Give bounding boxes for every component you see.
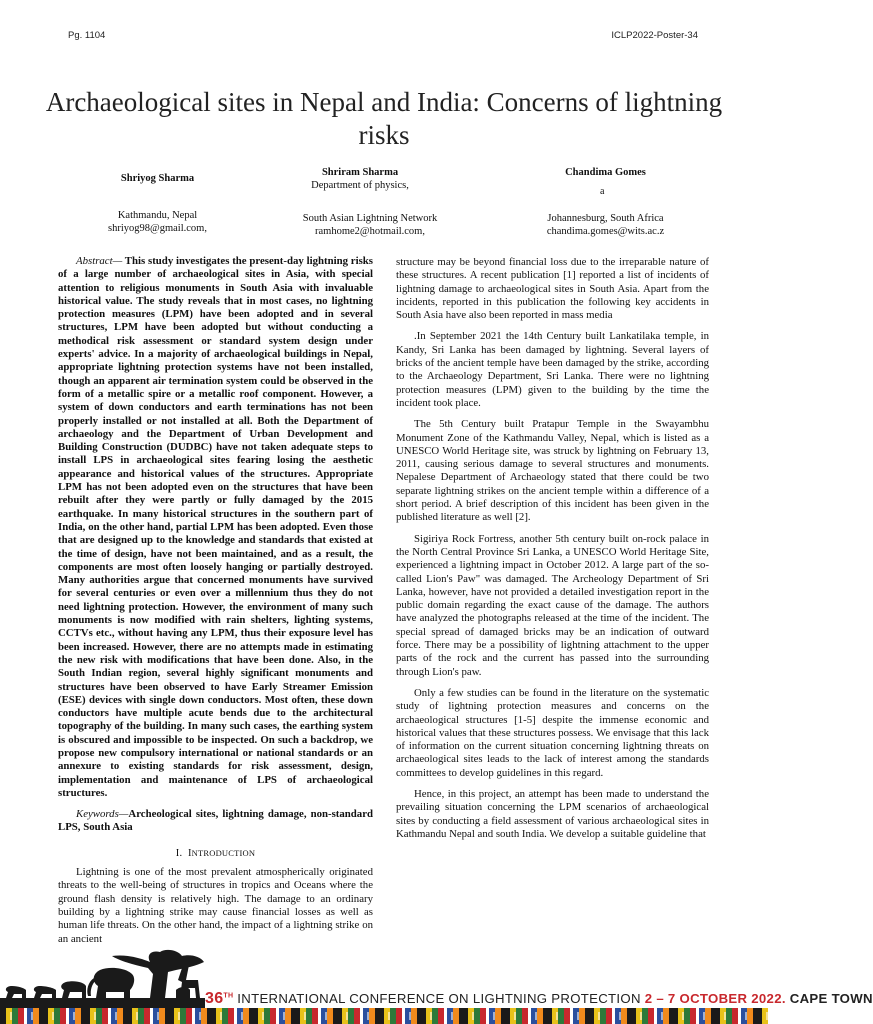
body-paragraph: Only a few studies can be found in the literature on the systematic study of lightning protection measures and concerns on the archaeological structures [1-5] despite the immense economic and historical values that these structures possess. We envisage that this lack of information on the current situation concerning lightning threats on archaeological sites leads to the lack of interest among the standards committees to develop guidelines in this regard.: [396, 686, 709, 779]
author-3-location: Johannesburg, South Africa: [547, 213, 664, 224]
poster-id: ICLP2022-Poster-34: [611, 30, 698, 41]
abstract: [58, 255, 373, 800]
author-3-affiliation: [508, 212, 703, 238]
author-3: [508, 166, 703, 179]
body-paragraph: The 5th Century built Pratapur Temple in the Swayambhu Monument Zone of the Kathmandu Valley, Nepal, which is listed as a UNESCO World Heritage site, was struck by lightning on February 13, 2011, causing serious damage to several structures and monuments. Nepalese Department of Archaeology stated that there could be two separate lightning strikes on the ancient temple within a difference of a short period. A brief description of this incident has been given in the published literature as well [2].: [396, 418, 709, 524]
keywords: [58, 808, 373, 835]
abstract-label: Abstract—: [76, 255, 123, 267]
abstract-text: This study investigates the present-day lightning risks of a large number of archaeological sites in Asia, with special attention to religious monuments in South Asia with invaluable historical value. The study reveals that in most cases, no lightning protection measures (LPM) have been adopted and in several structures, LPM have been adopted but without conducting a methodical risk assessment or standard system design under experts' advice. In a majority of archaeological buildings in Nepal, appropriate lightning protection systems have not been installed, though an apparent air termination system could be observed in the form of a metallic spire or a metallic roof component. However, a system of down conductors and earth terminations has not been properly installed or not installed at all. Both the Department of archaeology and the Department of Urban Development and Building Construction (DUDBC) have not taken adequate steps to install LPS in archaeological sites fearing losing the aesthetic appearance and historical values of the structures. Appropriate LPM has not been adopted even on the structures that have been rebuilt after they were partly or fully damaged by the 2015 earthquake. In many historical structures in the southern part of India, on the other hand, partial LPM has been adopted. Even those that are designed up to the knowledge and standards that existed at the time of design, have not been maintained, and as a result, the components are most often loosely hanging or partially destroyed. Many authorities argue that concerned monuments have survived for several centuries or even over a millennium thus they do not need lightning protection. However, the environment of many such monuments is now modified with rain shelters, lighting systems, CCTVs etc., without having any LPM, thus their exposure level has been increased. However, there are no attempts made in estimating the new risk with modifications that have been done. Also, in the South Indian region, several highly significant monuments and structures have been observed to have Early Streamer Emission (ESE) devices with single down conductors. Most often, these down conductors have multiple acute bends due to the architectural topography of the building. In many such cases, the earthing system is obscured and impossible to be inspected. On such a backdrop, we propose new compulsory international or national standards or an annexure to existing standards for risk assessment, design, implementation and maintenance of LPS of archaeological structures.: [58, 255, 373, 799]
right-column: [396, 256, 709, 849]
body-paragraph: .In September 2021 the 14th Century built Lankatilaka temple, in Kandy, Sri Lanka has been damaged by lightning. Several layers of bricks of the ancient temple have been damaged by the strike, according to the Archaeology Department, Sri Lanka. There were no lightning protection measures (LPM) given to the building by the time the incident took place.: [396, 330, 709, 409]
conference-dates: 2 – 7 OCTOBER 2022.: [644, 991, 786, 1006]
author-1-email: shriyog98@gmail.com,: [108, 223, 207, 234]
section-title-initial: I: [187, 847, 192, 859]
keywords-text: Archeological sites, lightning damage, non-standard LPS, South Asia: [58, 808, 373, 834]
author-3-email: chandima.gomes@wits.ac.z: [546, 226, 665, 237]
paper-title: Archaeological sites in Nepal and India: Concerns of lightning risks: [45, 87, 723, 150]
conference-ordinal: TH: [223, 992, 234, 1000]
author-1-location: Kathmandu, Nepal: [117, 210, 198, 221]
body-paragraph: structure may be beyond financial loss due to the irreparable nature of these structures. A recent publication [1] reported a list of incidents of lightning damage to archaeological sites in South Asia. Apart from the incidents, reported in this publication the following key accidents in South Asia have also been reported in mass media: [396, 256, 709, 322]
left-column: [58, 255, 373, 954]
author-2-affiliation: [270, 212, 470, 238]
author-1-name: Shriyog Sharma: [120, 173, 195, 184]
decorative-pattern-band: [0, 1008, 768, 1024]
conference-city: CAPE TOWN: [785, 991, 873, 1006]
author-2-org: South Asian Lightning Network: [302, 213, 438, 224]
author-2-department: Department of physics,: [311, 180, 409, 191]
conference-number: 36: [205, 990, 224, 1007]
section-title-rest: NTRODUCTION: [191, 847, 256, 858]
page-number: Pg. 1104: [68, 30, 106, 41]
author-1-affiliation: [80, 209, 235, 235]
body-paragraph: Sigiriya Rock Fortress, another 5th century built on-rock palace in the North Central Province Sri Lanka, a UNESCO World Heritage Site, experienced a lightning impact in October 2012. A large part of the so-called Lion's Paw" was damaged. The Archeology Department of Sri Lanka, however, have not provided a detailed investigation report in the public domain regarding the exact cause of the damage. The authors have analyzed the photographs released at the time of the incident. The special spread of damaged bricks may be an indication of outward force. There may be a possibility of lightning attachment to the upper parts of the rock and the current has passed into the surrounding through Lion's paw.: [396, 532, 709, 678]
author-2: [270, 166, 450, 192]
author-2-name: Shriram Sharma: [321, 167, 399, 178]
keywords-label: Keywords—: [76, 808, 129, 821]
section-heading-introduction: [58, 847, 373, 860]
conference-banner: [205, 990, 873, 1008]
author-1: [90, 172, 225, 185]
conference-name: INTERNATIONAL CONFERENCE ON LIGHTNING PROTECTION: [233, 991, 645, 1006]
author-3-department: a: [600, 186, 605, 197]
body-paragraph: Hence, in this project, an attempt has been made to understand the prevailing situation concerning the LPM scenarios of archaeological sites by conducting a field assessment of various archaeological sites in Kathmandu Nepal and south India. We develop a suitable guideline that: [396, 787, 709, 840]
author-2-email: ramhome2@hotmail.com,: [315, 226, 425, 237]
author-3-name: Chandima Gomes: [565, 167, 646, 178]
section-number: I.: [175, 847, 183, 859]
intro-paragraph: Lightning is one of the most prevalent atmospherically originated threats to the well-being of structures in tropics and Oceans where the ground flash density is relatively high. The damage to an ordinary building by a lightning strike may cause financial losses as well as human life threats. On the other hand, the impact of a lightning strike on an ancient: [58, 866, 373, 945]
